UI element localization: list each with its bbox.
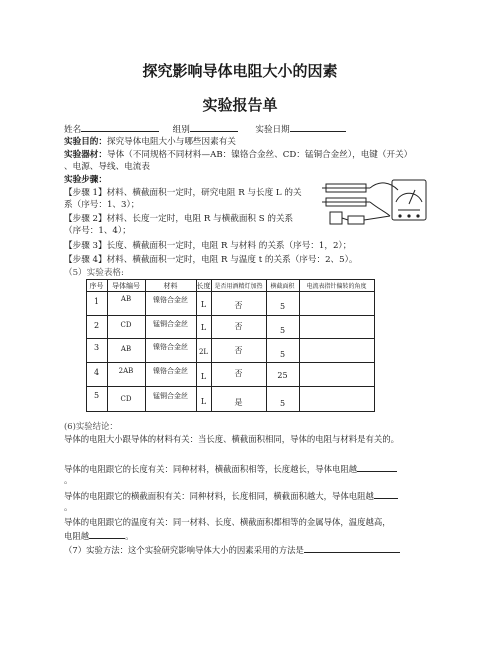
step-2: [64, 213, 293, 225]
th-index: 序号: [89, 282, 104, 290]
step-4-text: 材料、横截面积一定时，电阻 R 与温度 t 的关系（序号：2、5）。: [106, 255, 358, 265]
cell-r3-index: 3: [93, 343, 100, 352]
method-line: [64, 543, 400, 556]
step-2-cont: （序号：1、4）；: [64, 226, 131, 236]
cell-r4-id: 2AB: [118, 367, 134, 375]
group-field[interactable]: [190, 122, 238, 132]
cell-r5-area: 5: [279, 399, 286, 408]
conclusion-temperature-cont: [64, 529, 134, 542]
date-label: 实验日期: [255, 125, 290, 135]
method-answer-blank[interactable]: [304, 543, 400, 553]
conclusion-length-text: 导体的电阻跟它的长度有关：同种材料，横截面积相等，长度越长，导体电阻越: [64, 464, 358, 474]
cell-r5-material: 锰铜合金丝: [153, 392, 188, 400]
conclusion-area: [64, 489, 398, 502]
cell-r2-material: 锰铜合金丝: [153, 320, 188, 328]
cell-r2-length: L: [200, 323, 207, 332]
th-length: 长度: [196, 282, 211, 290]
cell-r2-heated: 否: [234, 322, 243, 331]
cell-r2-id: CD: [120, 321, 132, 329]
th-cross-section: 横截面积: [270, 283, 295, 290]
th-conductor-id: 导体编号: [112, 282, 140, 290]
group-label: 组别: [172, 125, 190, 135]
cell-r1-heated: 否: [234, 301, 243, 310]
conclusion-temperature-dot: 。: [125, 531, 134, 541]
date-field[interactable]: [290, 122, 346, 132]
cell-r2-index: 2: [93, 321, 100, 330]
step-2-tag: 【步骤 2】: [64, 214, 107, 224]
circuit-diagram: [320, 176, 430, 228]
cell-r1-material: 镍铬合金丝: [153, 296, 188, 304]
cell-r5-id: CD: [120, 395, 132, 403]
step-1-text: 材料、横截面积一定时，研究电阻 R 与长度 L 的关: [106, 188, 302, 198]
area-answer-blank[interactable]: [374, 489, 398, 499]
conclusion-temperature-text: 电阻越: [64, 531, 90, 541]
name-field[interactable]: [81, 122, 159, 132]
conclusion-length-dot: 。: [64, 475, 73, 485]
step-3-tag: 【步骤 3】: [64, 241, 107, 251]
cell-r4-heated: 否: [234, 369, 243, 378]
cell-r2-area: 5: [279, 326, 286, 335]
step-1-cont: 系（序号：1、3）；: [64, 200, 140, 210]
th-ammeter-angle: 电流表指针偏转的角度: [306, 283, 367, 290]
cell-r3-heated: 否: [234, 346, 243, 355]
step-1: [64, 187, 302, 199]
cell-r5-heated: 是: [234, 398, 243, 407]
equipment-label: 实验器材：: [64, 150, 107, 160]
info-line: [64, 122, 346, 136]
equipment-line-2: 、电源、导线、电流表: [64, 162, 150, 172]
conclusion-material: 导体的电阻大小跟导体的材料有关：当长度、横截面积相同，导体的电阻与材料是有关的。: [64, 434, 399, 444]
purpose-line: [64, 136, 236, 148]
cell-r5-index: 5: [93, 391, 100, 400]
temperature-answer-blank[interactable]: [89, 529, 125, 539]
switch-icon: [348, 216, 364, 224]
conclusion-area-dot: 。: [64, 502, 73, 512]
conclusion-area-text: 导体的电阻跟它的横截面积有关：同种材料，长度相同，横截面积越大，导体电阻越: [64, 491, 374, 501]
conclusion-temperature: 导体的电阻跟它的温度有关：同一材料、长度、横截面积都相等的金属导体，温度越高，: [64, 517, 391, 527]
step-2-text: 材料、长度一定时，电阻 R 与横截面积 S 的关系: [106, 214, 294, 224]
th-heated: 是否用酒精灯加热: [214, 283, 263, 290]
battery-icon: [330, 212, 342, 224]
name-label: 姓名: [64, 125, 82, 135]
step-3: [64, 240, 351, 252]
cell-r1-id: AB: [120, 295, 132, 303]
method-text: （7）实验方法：这个实验研究影响导体大小的因素采用的方法是: [64, 545, 304, 555]
step-4-tag: 【步骤 4】: [64, 255, 107, 265]
cell-r4-index: 4: [93, 368, 100, 377]
page-subtitle: 实验报告单: [202, 96, 278, 114]
table-label: （5）实验表格:: [64, 268, 124, 278]
cell-r4-length: L: [200, 372, 207, 381]
purpose-label: 实验目的：: [64, 137, 107, 147]
th-material: 材料: [163, 282, 178, 290]
cell-r3-material: 镍铬合金丝: [153, 343, 188, 351]
step-1-tag: 【步骤 1】: [64, 188, 107, 198]
cell-r1-length: L: [200, 300, 207, 309]
equipment-line-1: [64, 149, 412, 161]
purpose-text: 探究导体电阻大小与哪些因素有关: [106, 137, 236, 147]
length-answer-blank[interactable]: [357, 462, 397, 472]
cell-r4-material: 镍铬合金丝: [153, 367, 188, 375]
cell-r1-area: 5: [279, 302, 286, 311]
page-title: 探究影响导体电阻大小的因素: [142, 62, 338, 80]
step-3-text: 长度、横截面积一定时，电阻 R 与材料 的关系（序号：1，2）；: [106, 241, 352, 251]
steps-label: 实验步骤：: [64, 175, 107, 185]
cell-r3-length: 2L: [198, 348, 209, 356]
experiment-table: [86, 279, 374, 413]
cell-r5-length: L: [200, 397, 207, 406]
cell-r3-area: 5: [279, 350, 286, 359]
cell-r1-index: 1: [93, 297, 100, 306]
cell-r4-area: 25: [277, 371, 288, 380]
equipment-text-1: 导体（不同规格不同材料—AB：镍铬合金丝、CD：锰铜合金丝），电键（开关）: [106, 150, 413, 160]
conclusion-length: [64, 462, 397, 475]
step-4: [64, 254, 358, 266]
cell-r3-id: AB: [120, 345, 132, 353]
conclusion-label: (6)实验结论：: [64, 421, 118, 431]
